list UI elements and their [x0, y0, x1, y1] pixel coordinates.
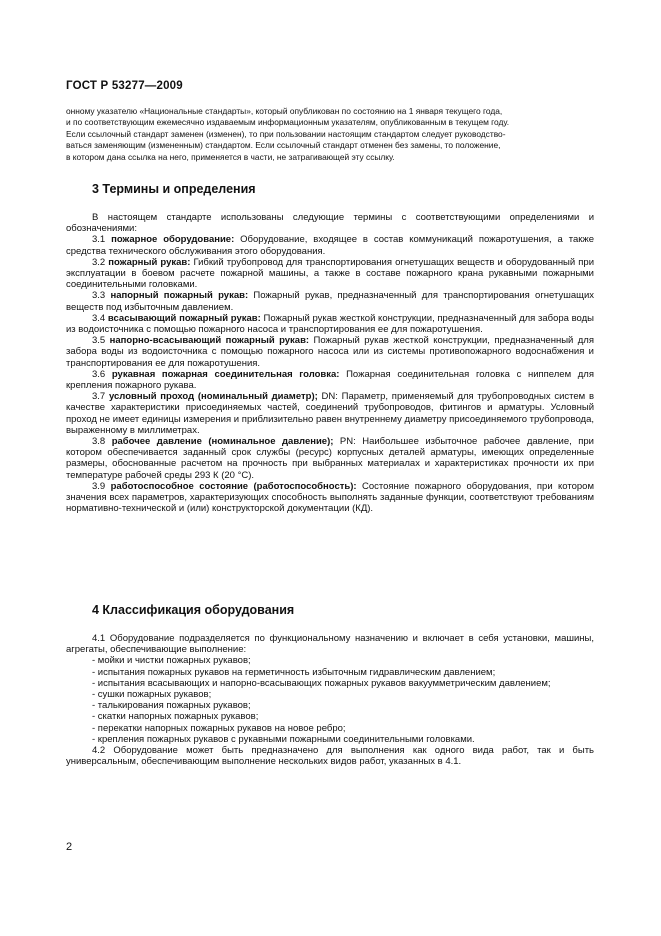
- term-3-1: 3.1 пожарное оборудование: Оборудование, входящее в состав коммуникаций пожаротушения, а также средства технического обслуживания этого оборудования.: [66, 234, 595, 257]
- term-name: всасывающий пожарный рукав:: [107, 312, 261, 324]
- term-3-6: 3.6 рукавная пожарная соединительная головка: Пожарная соединительная головка с ниппелем для крепления пожарного рукава.: [66, 368, 594, 392]
- intro-line: и по соответствующим ежемесячно издаваемым информационным указателям, опубликованным в текущем году.: [66, 117, 510, 128]
- intro-line: в котором дана ссылка на него, применяется в части, не затрагивающей эту ссылку.: [66, 151, 395, 162]
- term-name: условный проход (номинальный диаметр);: [108, 391, 318, 403]
- term-name: напорный пожарный рукав:: [110, 290, 249, 302]
- term-definition: PN: Наибольшее избыточное рабочее давление, при котором обеспечивается заданный срок службы (ресурс) корпусных деталей арматуры, имеющих определенные размеры, обоснованные расчетом на прочность при выбранных материалах и характеристиках прочности их при температуре рабочей среды 293 К (20 °С).: [66, 436, 594, 481]
- term-definition: Пожарный рукав жесткой конструкции, предназначенный для забора воды из водоисточника с помощью пожарного насоса или из системы противопожарного водоснабжения и транспортирования ее для пожаротушения.: [66, 335, 594, 369]
- term-3-8: 3.8 рабочее давление (номинальное давление); PN: Наибольшее избыточное рабочее давление, при котором обеспечивается заданный срок службы (ресурс) корпусных деталей арматуры, имеющих определенные размеры, обоснованные расчетом на прочность при выбранных материалах и характеристиках прочности их при температуре рабочей среды 293 К (20 °С).: [66, 436, 594, 481]
- section-3-heading: 3 Термины и определения: [92, 182, 256, 196]
- term-3-3: 3.3 напорный пожарный рукав: Пожарный рукав, предназначенный для транспортирования огнетушащих веществ под избыточным давлением.: [66, 290, 595, 313]
- clause-4-2: 4.2 Оборудование может быть предназначено для выполнения как одного вида работ, так и быть универсальным, обеспечивающим выполнение нескольких видов работ, указанных в 4.1.: [66, 745, 594, 768]
- section-3-intro: В настоящем стандарте использованы следующие термины с соответствующими определениями и обозначениями:: [66, 212, 594, 235]
- term-3-9: 3.9 работоспособное состояние (работоспособность): Состояние пожарного оборудования, при котором значения всех параметров, характеризующих способность выполнять заданные функции, соответствуют требованиям нормативно-технической и (или) конструкторской документации (КД).: [66, 480, 594, 515]
- list-item: - испытания всасывающих и напорно-всасывающих пожарных рукавов вакуумметрическим давлением;: [92, 677, 551, 689]
- term-definition: Пожарный рукав, предназначенный для транспортирования огнетушащих веществ под избыточным давлением.: [66, 290, 595, 313]
- term-name: напорно-всасывающий пожарный рукав:: [109, 335, 310, 347]
- term-3-4: 3.4 всасывающий пожарный рукав: Пожарный рукав жесткой конструкции, предназначенный для забора воды из водоисточника с помощью пожарного насоса и транспортирования ее для пожаротушения.: [66, 312, 594, 336]
- clause-4-1: 4.1 Оборудование подразделяется по функциональному назначению и включает в себя установки, машины, агрегаты, обеспечивающие выполнение:: [66, 633, 594, 656]
- section-4-heading: 4 Классификация оборудования: [92, 603, 295, 617]
- term-definition: Пожарная соединительная головка с ниппелем для крепления пожарного рукава.: [66, 368, 594, 392]
- intro-line: онному указателю «Национальные стандарты», который опубликован по состоянию на 1 января текущего года,: [66, 106, 503, 116]
- intro-paragraph: [66, 106, 594, 163]
- term-definition: DN: Параметр, применяемый для трубопроводных систем в качестве характеристики присоединяемых частей, соединений трубопроводов, фитингов и арматуры. Условный проход не имеет единицы измерения и приблизительно равен внутреннему диаметру присоединяемого трубопровода, выраженному в миллиметрах.: [66, 391, 595, 436]
- document-code-header: ГОСТ Р 53277—2009: [66, 80, 183, 92]
- term-definition: Пожарный рукав жесткой конструкции, предназначенный для забора воды из водоисточника с помощью пожарного насоса и транспортирования ее для пожаротушения.: [66, 312, 594, 336]
- intro-line: Если ссылочный стандарт заменен (изменен), то при пользовании настоящим стандартом следует руководство-: [66, 128, 506, 139]
- section-4-body: [66, 633, 594, 767]
- term-definition: Оборудование, входящее в состав коммуникаций пожаротушения, а также средства технического обслуживания этого оборудования.: [66, 234, 595, 257]
- term-name: рабочее давление (номинальное давление);: [111, 436, 334, 448]
- list-item: - перекатки напорных пожарных рукавов на новое ребро;: [92, 722, 346, 734]
- term-definition: Гибкий трубопровод для транспортирования огнетушащих веществ и оборудованный при эксплуатации в боевом расчете пожарной машины, а также в составе пожарного крана рукавными пожарными соединительными головками.: [66, 256, 595, 291]
- term-name: рукавная пожарная соединительная головка:: [111, 368, 340, 380]
- term-3-5: 3.5 напорно-всасывающий пожарный рукав: Пожарный рукав жесткой конструкции, предназначенный для забора воды из водоисточника с помощью пожарного насоса или из системы противопожарного водоснабжения и транспортирования ее для пожаротушения.: [66, 335, 594, 369]
- page-number: 2: [66, 841, 73, 853]
- term-definition: Состояние пожарного оборудования, при котором значения всех параметров, характеризующих способность выполнять заданные функции, соответствуют требованиям нормативно-технической и (или) конструкторской документации (КД).: [66, 480, 594, 515]
- list-item: - крепления пожарных рукавов с рукавными пожарными соединительными головками.: [92, 733, 475, 745]
- term-3-2: 3.2 пожарный рукав: Гибкий трубопровод для транспортирования огнетушащих веществ и оборудованный при эксплуатации в боевом расчете пожарной машины, а также в составе пожарного крана рукавными пожарными соединительными головками.: [66, 256, 595, 291]
- intro-line: ваться заменяющим (измененным) стандартом. Если ссылочный стандарт отменен без замены, то положение,: [66, 140, 501, 151]
- term-3-7: 3.7 условный проход (номинальный диаметр); DN: Параметр, применяемый для трубопроводных систем в качестве характеристики присоединяемых частей, соединений трубопроводов, фитингов и арматуры. Условный проход не имеет единицы измерения и приблизительно равен внутреннему диаметру присоединяемого трубопровода, выраженному в миллиметрах.: [66, 391, 595, 436]
- term-name: пожарный рукав:: [108, 256, 191, 268]
- list-item: - сушки пожарных рукавов;: [92, 689, 212, 701]
- term-name: пожарное оборудование:: [111, 234, 235, 246]
- section-3-body: [66, 212, 594, 514]
- list-item: - талькирования пожарных рукавов;: [92, 700, 251, 712]
- list-item: - скатки напорных пожарных рукавов;: [92, 711, 259, 723]
- list-item: - испытания пожарных рукавов на герметичность избыточным гидравлическим давлением;: [92, 666, 496, 678]
- list-item: - мойки и чистки пожарных рукавов;: [92, 655, 251, 667]
- term-name: работоспособное состояние (работоспособность):: [110, 480, 357, 492]
